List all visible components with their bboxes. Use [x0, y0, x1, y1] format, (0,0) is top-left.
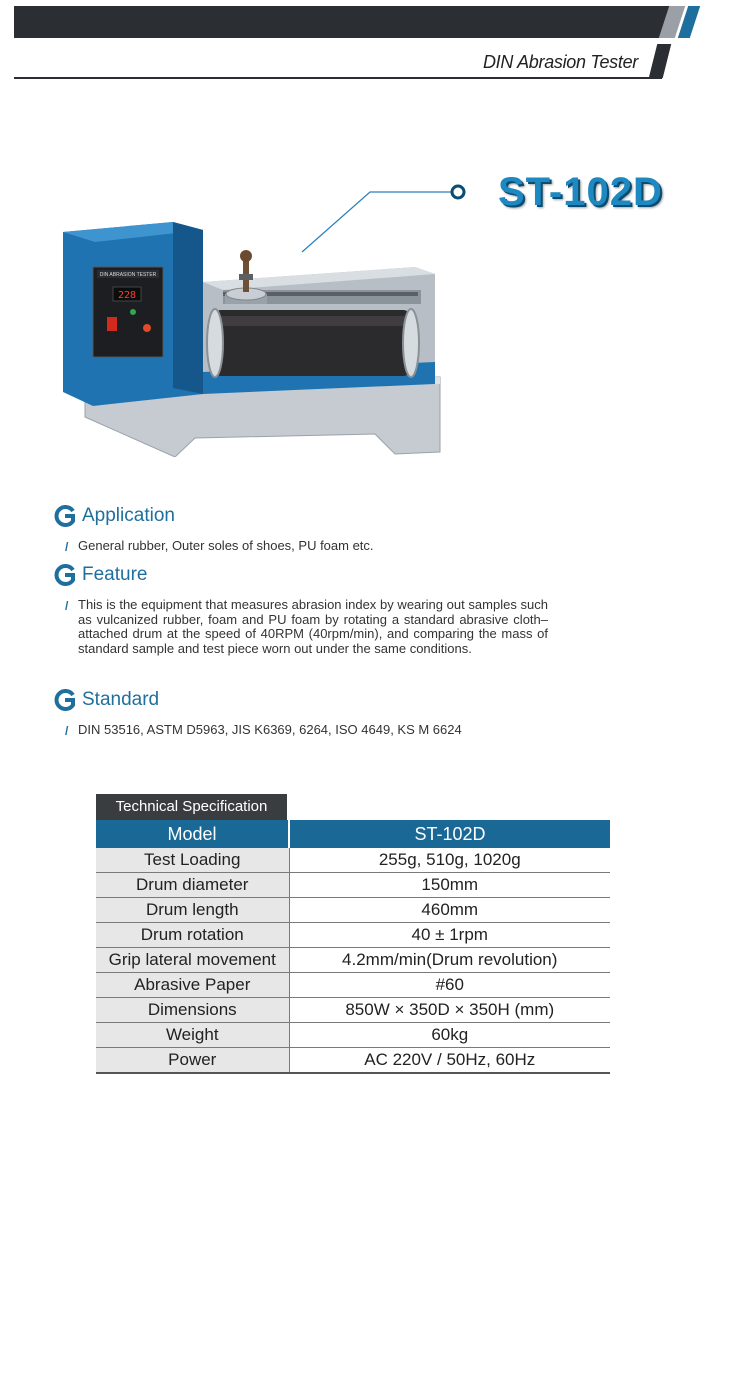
spec-label: Weight: [96, 1023, 289, 1048]
standard-text: DIN 53516, ASTM D5963, JIS K6369, 6264, ISO 4649, KS M 6624: [78, 722, 462, 737]
standard-text-block: [65, 722, 548, 738]
spec-label: Test Loading: [96, 848, 289, 873]
spec-value: 460mm: [289, 898, 610, 923]
bullet-tick-icon: /: [65, 540, 69, 554]
feature-title: Feature: [82, 564, 148, 585]
bullet-tick-icon: /: [65, 724, 69, 738]
spec-value: 40 ± 1rpm: [289, 923, 610, 948]
application-heading: [54, 505, 175, 527]
table-row: [96, 973, 610, 998]
section-g-icon: [54, 689, 76, 711]
panel-display: 228: [117, 290, 137, 301]
spec-tab-label: Technical Specification: [96, 794, 287, 820]
model-name: ST-102D: [498, 170, 663, 214]
page-title: DIN Abrasion Tester: [482, 52, 638, 72]
spec-value: AC 220V / 50Hz, 60Hz: [289, 1048, 610, 1074]
feature-text: This is the equipment that measures abrasion index by wearing out samples such as vulcanized rubber, foam and PU foam by rotating a standard abrasive cloth–attached drum at the speed of 40RPM (40rpm/min), and comparing the mass of standard sample and test piece worn out under the same conditions.: [78, 597, 548, 656]
feature-text-block: [65, 597, 548, 656]
spec-value: 850W × 350D × 350H (mm): [289, 998, 610, 1023]
spec-label: Abrasive Paper: [96, 973, 289, 998]
bullet-tick-icon: /: [65, 599, 69, 613]
spec-header-label: Model: [96, 820, 289, 848]
spec-header-value: ST-102D: [289, 820, 610, 848]
table-row: [96, 848, 610, 873]
spec-value: 4.2mm/min(Drum revolution): [289, 948, 610, 973]
section-g-icon: [54, 564, 76, 586]
machine-illustration: [55, 212, 465, 457]
spec-value: 60kg: [289, 1023, 610, 1048]
panel-label: DIN ABRASION TESTER: [99, 272, 157, 278]
section-g-icon: [54, 505, 76, 527]
standard-title: Standard: [82, 689, 160, 710]
table-row: [96, 998, 610, 1023]
table-row: [96, 873, 610, 898]
spec-value: #60: [289, 973, 610, 998]
spec-label: Dimensions: [96, 998, 289, 1023]
table-row: [96, 923, 610, 948]
application-text: General rubber, Outer soles of shoes, PU foam etc.: [78, 538, 374, 553]
application-title: Application: [82, 505, 175, 526]
spec-label: Drum diameter: [96, 873, 289, 898]
spec-label: Power: [96, 1048, 289, 1074]
spec-label: Drum length: [96, 898, 289, 923]
table-row: [96, 1023, 610, 1048]
table-row: [96, 1048, 610, 1074]
application-text-block: [65, 538, 548, 554]
feature-heading: [54, 564, 147, 586]
spec-value: 150mm: [289, 873, 610, 898]
table-row: [96, 948, 610, 973]
spec-table: [96, 820, 610, 1074]
spec-header-row: [96, 820, 610, 848]
spec-label: Grip lateral movement: [96, 948, 289, 973]
spec-value: 255g, 510g, 1020g: [289, 848, 610, 873]
table-row: [96, 898, 610, 923]
standard-heading: [54, 689, 159, 711]
spec-label: Drum rotation: [96, 923, 289, 948]
